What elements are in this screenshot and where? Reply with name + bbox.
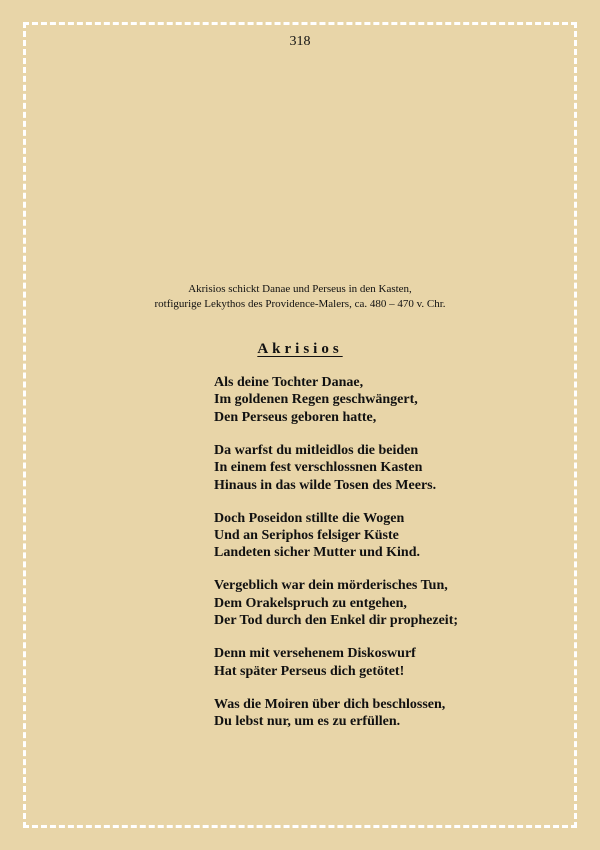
page-number: 318 <box>289 34 311 49</box>
poem-line: Der Tod durch den Enkel dir prophezeit; <box>214 613 459 629</box>
poem-line: Doch Poseidon stillte die Wogen <box>214 510 405 526</box>
stanza <box>214 374 584 426</box>
poem-line: Da warfst du mitleidlos die beiden <box>214 442 419 458</box>
stanza <box>214 696 584 731</box>
poem-line: Als deine Tochter Danae, <box>214 375 364 390</box>
poem-line: Dem Orakelspruch zu entgehen, <box>214 595 407 611</box>
poem-line: Hat später Perseus dich getötet! <box>214 663 405 679</box>
poem-line: Den Perseus geboren hatte, <box>214 409 377 425</box>
stanza <box>214 442 584 494</box>
poem-line: Und an Seriphos felsiger Küste <box>214 528 399 544</box>
caption-line-1: Akrisios schickt Danae und Perseus in den Kasten, <box>188 283 412 295</box>
poem-title: Akrisios <box>257 341 343 357</box>
stanza <box>214 577 584 629</box>
poem-line: Im goldenen Regen geschwängert, <box>214 392 418 408</box>
stanza <box>214 645 584 680</box>
poem-line: Denn mit versehenem Diskoswurf <box>214 646 416 662</box>
poem-line: Vergeblich war dein mörderisches Tun, <box>214 578 448 594</box>
stanza <box>214 510 584 562</box>
caption-line-2: rotfigurige Lekythos des Providence-Malers, ca. 480 – 470 v. Chr. <box>154 298 446 310</box>
poem-body <box>214 374 584 746</box>
image-caption <box>0 282 600 312</box>
poem-line: Hinaus in das wilde Tosen des Meers. <box>214 477 437 493</box>
poem-line: In einem fest verschlossnen Kasten <box>214 460 423 476</box>
poem-line: Landeten sicher Mutter und Kind. <box>214 545 421 561</box>
poem-line: Was die Moiren über dich beschlossen, <box>214 696 446 712</box>
poem-line: Du lebst nur, um es zu erfüllen. <box>214 714 401 730</box>
